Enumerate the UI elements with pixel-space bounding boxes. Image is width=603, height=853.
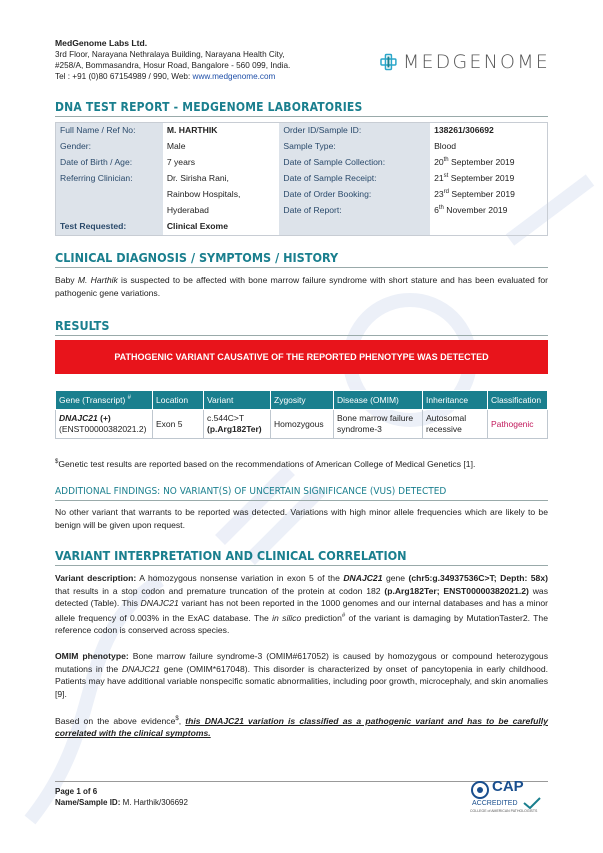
address-line-2: #258/A, Bommasandra, Hosur Road, Bangalore - 560 099, India. xyxy=(55,61,291,70)
medgenome-cross-icon xyxy=(380,45,397,79)
patient-info-table xyxy=(55,122,548,236)
cap-small: COLLEGE of AMERICAN PATHOLOGISTS xyxy=(470,809,538,813)
test-label: Test Requested: xyxy=(56,219,163,236)
clinician-value-2: Rainbow Hospitals, xyxy=(166,189,241,199)
col-classification: Classification xyxy=(488,391,548,410)
conclusion: Based on the above evidence$, this DNAJC21 variation is classified as a pathogenic variant and has to be carefully correlated with the clinical symptoms. xyxy=(55,715,548,739)
col-location: Location xyxy=(153,391,204,410)
clinical-heading: CLINICAL DIAGNOSIS / SYMPTOMS / HISTORY xyxy=(55,250,339,265)
company-name: MedGenome Labs Ltd. xyxy=(55,38,148,48)
location-cell: Exon 5 xyxy=(153,410,204,439)
collection-label: Date of Sample Collection: xyxy=(279,155,430,171)
clinician-value-3: Hyderabad xyxy=(166,205,209,215)
clinical-text: Baby M. Harthik is suspected to be affected with bone marrow failure syndrome with short stature and has been evaluated for pathogenic gene variations. xyxy=(55,275,548,298)
results-heading: RESULTS xyxy=(55,318,110,333)
report-title: DNA TEST REPORT - MEDGENOME LABORATORIES xyxy=(55,100,363,114)
type-label: Sample Type: xyxy=(279,139,430,155)
page-number: Page 1 of 6 xyxy=(55,787,98,796)
medgenome-logo xyxy=(380,44,550,80)
type-value: Blood xyxy=(434,141,457,151)
order-value: 138261/306692 xyxy=(434,125,494,135)
dob-label: Date of Birth / Age: xyxy=(56,155,163,171)
results-note: $Genetic test results are reported based on the recommendations of American College of Medical Genetics [1]. xyxy=(55,458,476,469)
zygosity-cell: Homozygous xyxy=(271,410,334,439)
inheritance-cell: Autosomal recessive xyxy=(423,410,488,439)
variant-description: Variant description: A homozygous nonsense variation in exon 5 of the DNAJC21 gene (chr5:g.34937536C>T; Depth: 58x) that results in a stop codon and premature truncation of the protein at codon 182 (p.Arg182Ter; ENST00000382021.2) was detected (Table). This DNAJC21 variant has not been reported in the 1000 genomes and our internal databases and has a minor allele frequency of 0.003% in the ExAC database. The in silico prediction# of the variant is damaging by MutationTaster2. The reference codon is conserved across species. xyxy=(55,573,548,636)
dob-value: 7 years xyxy=(166,157,196,167)
omim-phenotype: OMIM phenotype: Bone marrow failure syndrome-3 (OMIM#617052) is caused by homozygous or compound heterozygous mutations in the DNAJC21 gene (OMIM*617048). This disorder is characterized by onset of pancytopenia in early childhood. Patients may have additional variable nonspecific somatic abnormalities, including poor growth, microcephaly, and skin anomalies [9]. xyxy=(55,651,548,699)
gender-label: Gender: xyxy=(56,139,163,155)
clinician-value-1: Dr. Sirisha Rani, xyxy=(166,173,229,183)
gene-cell: DNAJC21 (+) (ENST00000382021.2) xyxy=(56,410,153,439)
gender-value: Male xyxy=(166,141,186,151)
table-row xyxy=(56,410,548,439)
website-link[interactable]: www.medgenome.com xyxy=(192,72,276,81)
col-disease: Disease (OMIM) xyxy=(334,391,423,410)
test-value: Clinical Exome xyxy=(166,221,228,231)
interpretation-heading: VARIANT INTERPRETATION AND CLINICAL CORRELATION xyxy=(55,548,407,563)
additional-heading: ADDITIONAL FINDINGS: NO VARIANT(S) OF UNCERTAIN SIGNIFICANCE (VUS) DETECTED xyxy=(55,486,447,497)
booking-label: Date of Order Booking: xyxy=(279,187,430,203)
variant-table xyxy=(55,390,548,439)
cap-accredited: ACCREDITED xyxy=(472,800,518,807)
clinician-label: Referring Clinician: xyxy=(56,171,163,187)
order-label: Order ID/Sample ID: xyxy=(279,123,430,140)
col-variant: Variant xyxy=(204,391,271,410)
receipt-value: 21st September 2019 xyxy=(434,173,515,183)
col-zygosity: Zygosity xyxy=(271,391,334,410)
booking-value: 23rd September 2019 xyxy=(434,189,515,199)
footer-sample: Name/Sample ID: M. Harthik/306692 xyxy=(55,798,188,807)
additional-text: No other variant that warrants to be reported was detected. Variations with high minor allele frequencies which are likely to be benign will be given upon request. xyxy=(55,507,548,530)
collection-value: 20th September 2019 xyxy=(434,157,515,167)
report-date-label: Date of Report: xyxy=(279,203,430,219)
classification-cell: Pathogenic xyxy=(488,410,548,439)
col-inheritance: Inheritance xyxy=(423,391,488,410)
name-value: M. HARTHIK xyxy=(166,125,218,135)
checkmark-icon xyxy=(522,796,542,810)
col-gene: Gene (Transcript) # xyxy=(56,391,153,410)
disease-cell: Bone marrow failure syndrome-3 xyxy=(334,410,423,439)
address-line-1: 3rd Floor, Narayana Nethralaya Building, Narayana Health City, xyxy=(55,50,285,59)
cap-text: CAP xyxy=(492,778,524,795)
contact-line: Tel : +91 (0)80 67154989 / 990, Web: www.medgenome.com xyxy=(55,72,276,81)
report-date-value: 6th November 2019 xyxy=(434,205,508,215)
variant-cell: c.544C>T (p.Arg182Ter) xyxy=(204,410,271,439)
title-divider xyxy=(55,116,548,117)
result-banner: PATHOGENIC VARIANT CAUSATIVE OF THE REPORTED PHENOTYPE WAS DETECTED xyxy=(55,340,548,374)
logo-wordmark: MEDGENOME xyxy=(402,51,550,73)
name-label: Full Name / Ref No: xyxy=(56,123,163,140)
receipt-label: Date of Sample Receipt: xyxy=(279,171,430,187)
cap-accreditation-logo xyxy=(470,778,550,818)
